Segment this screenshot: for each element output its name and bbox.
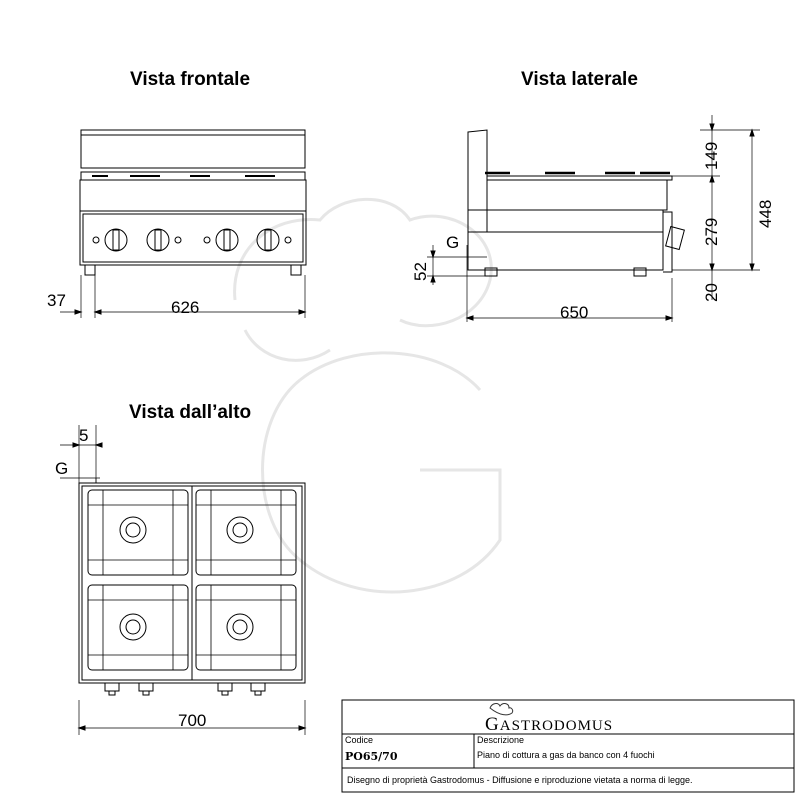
top-view-title: Vista dall’alto bbox=[129, 402, 252, 423]
side-view-title: Vista laterale bbox=[521, 69, 638, 90]
top-gas-label: G bbox=[55, 459, 69, 478]
knob-icon bbox=[139, 683, 153, 695]
knob-icon bbox=[257, 229, 291, 251]
code-label: Codice bbox=[345, 735, 374, 745]
side-dim-52: 52 bbox=[411, 262, 430, 281]
side-dim-depth: 650 bbox=[560, 303, 589, 322]
knob-icon bbox=[93, 229, 127, 251]
code-value: PO65/70 bbox=[345, 750, 398, 763]
front-dim-width: 626 bbox=[171, 298, 200, 317]
top-dim-5: 5 bbox=[79, 426, 89, 445]
description-value: Piano di cottura a gas da banco con 4 fuochi bbox=[477, 750, 655, 760]
logo-text: GASTRODOMUS bbox=[485, 714, 614, 735]
gastrodomus-watermark bbox=[235, 199, 500, 592]
front-view-title: Vista frontale bbox=[130, 69, 251, 90]
front-dim-offset: 37 bbox=[47, 291, 66, 310]
top-dim-width: 700 bbox=[178, 711, 207, 730]
front-view bbox=[60, 130, 306, 318]
side-dim-448: 448 bbox=[756, 199, 775, 228]
side-dim-149: 149 bbox=[702, 141, 721, 170]
burner-icon bbox=[120, 517, 146, 543]
knob-icon bbox=[105, 683, 119, 695]
burner-icon bbox=[120, 614, 146, 640]
side-dim-20: 20 bbox=[702, 283, 721, 302]
knob-icon bbox=[204, 229, 238, 251]
burner-icon bbox=[227, 517, 253, 543]
knob-icon bbox=[666, 227, 685, 250]
top-view bbox=[60, 425, 305, 735]
knob-icon bbox=[251, 683, 265, 695]
knob-icon bbox=[218, 683, 232, 695]
side-dim-279: 279 bbox=[702, 217, 721, 246]
side-gas-label: G bbox=[446, 233, 460, 252]
ownership-footer: Disegno di proprietà Gastrodomus - Diffusione e riproduzione vietata a norma di legge. bbox=[347, 775, 693, 785]
knob-icon bbox=[147, 229, 181, 251]
burner-icon bbox=[227, 614, 253, 640]
description-label: Descrizione bbox=[477, 735, 525, 745]
